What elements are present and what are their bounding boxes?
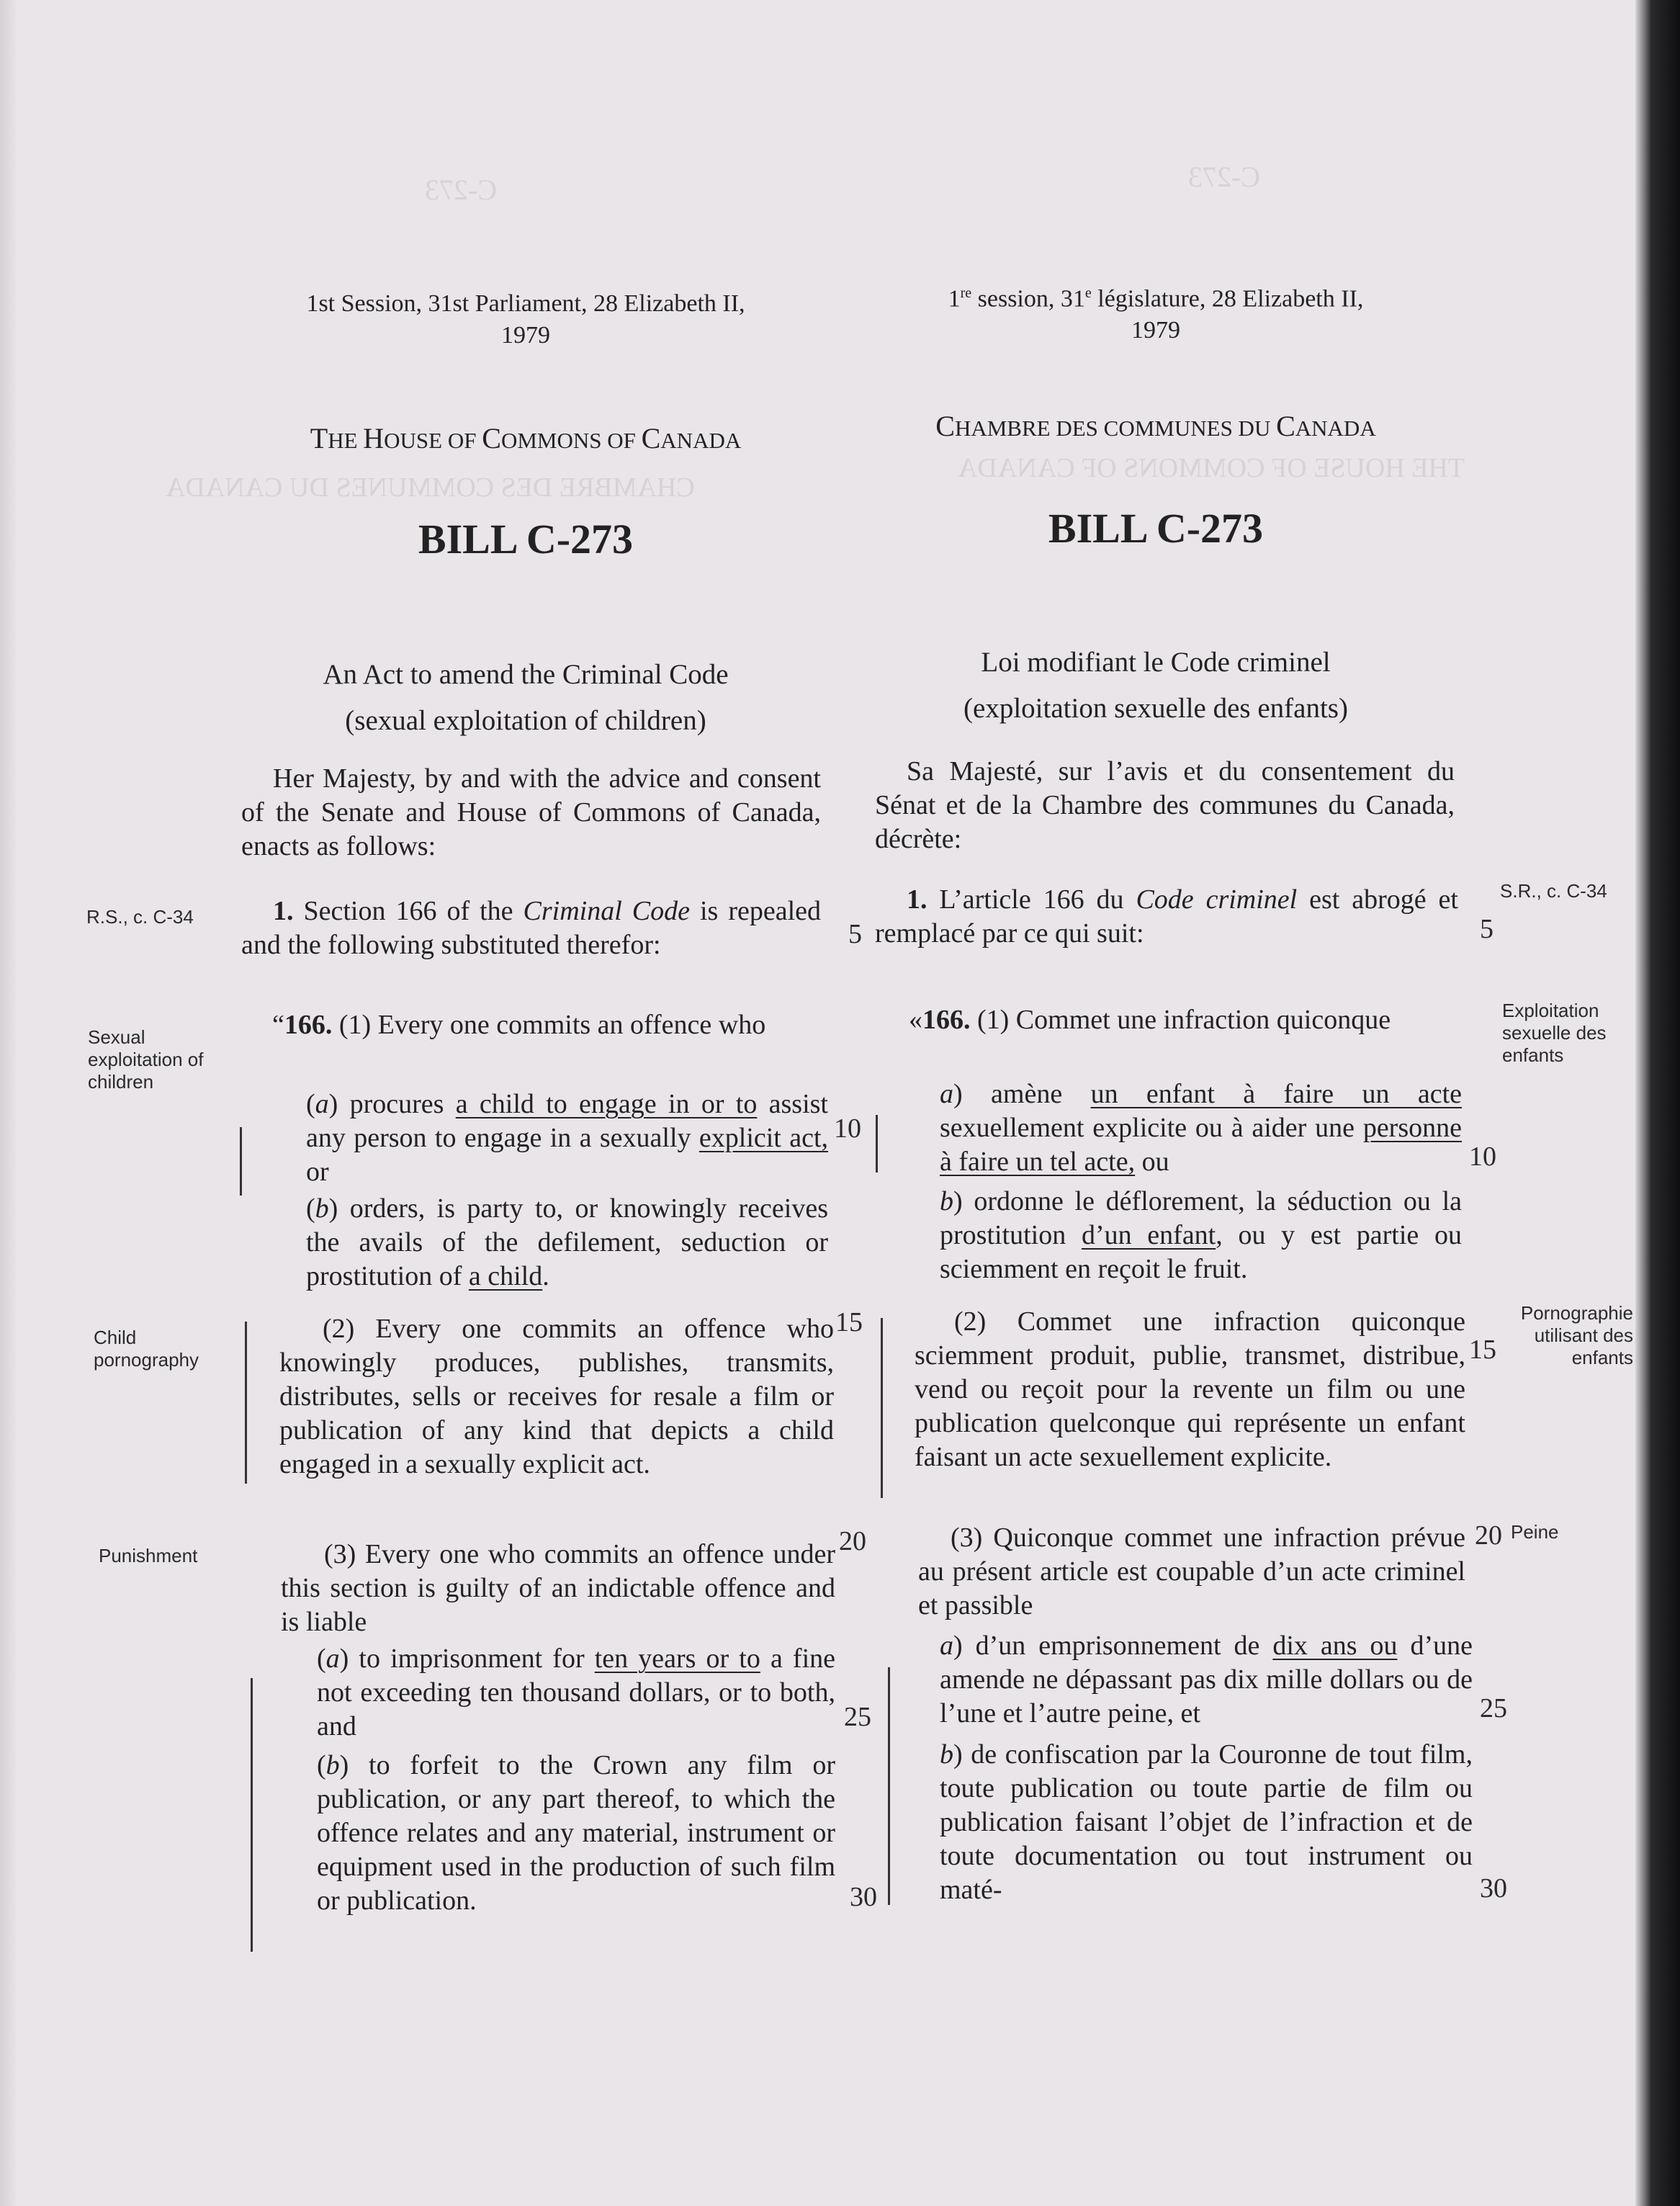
session-year: 1979 (501, 322, 550, 349)
paragraph-b-fr: b) ordonne le déflorement, la séduction ou la prostitution d’un enfant, ou y est partie ou sciemment en reçoit le fruit. (940, 1186, 1462, 1284)
punishment-b-en: (b) to forfeit to the Crown any film or publication, or any part thereof, to which the offence relates and any material, instrument or equipment used in the production of such film or publication. (317, 1750, 835, 1916)
enacting-clause-en: Her Majesty, by and with the advice and consent of the Senate and House of Commons of Canada, enacts as follows: (241, 763, 821, 861)
margin-note-sexual-exploitation: Sexual exploitation of children (88, 1026, 204, 1093)
bleed-through-text: C-273 (1188, 161, 1260, 193)
act-title-line: Loi modifiant le Code criminel (981, 647, 1331, 678)
session-heading-en (238, 288, 814, 351)
paragraph-a-en: (a) procures a child to engage in or to assist any person to engage in a sexually explicit act, or (306, 1089, 828, 1187)
session-year: 1979 (1131, 317, 1180, 344)
session-heading-fr (868, 277, 1444, 346)
paragraph-a-fr: a) amène un enfant à faire un acte sexuellement explicite ou à aider une personne à faire un tel acte, ou (940, 1079, 1462, 1177)
section-166-1-en: “166. (1) Every one commits an offence who (272, 1010, 766, 1040)
page-edge (1635, 0, 1680, 2206)
line-number-30-fr: 30 (1480, 1873, 1507, 1904)
line-number-15-en: 15 (835, 1307, 863, 1337)
bleed-through-text: C-273 (425, 174, 497, 206)
margin-note-exploitation: Exploitation sexuelle des enfants (1502, 1000, 1607, 1066)
margin-note-sr: S.R., c. C-34 (1500, 880, 1607, 902)
bleed-through-text: THE HOUSE OF COMMONS OF CANADA (958, 453, 1465, 483)
act-title-subline: (sexual exploitation of children) (345, 705, 706, 736)
section-166-2-en: (2) Every one commits an offence who knowingly produces, publishes, transmits, distributes, sells or receives for resale a film or publication of any kind that depicts a child engaged in a sexually explicit act. (279, 1314, 834, 1479)
line-number-15-fr: 15 (1469, 1335, 1496, 1365)
margin-note-pornographie: Pornographie utilisant des enfants (1520, 1302, 1633, 1368)
act-title-en (238, 652, 814, 744)
act-title-line: An Act to amend the Criminal Code (323, 659, 729, 690)
punishment-a-en: (a) to imprisonment for ten years or to a fine not exceeding ten thousand dollars, or to both, and (317, 1644, 835, 1741)
bleed-through-text: CHAMBRE DES COMMUNES DU CANADA (166, 472, 695, 503)
line-number-20-fr: 20 (1475, 1520, 1502, 1551)
change-bar (876, 1115, 878, 1173)
bill-title-en: BILL C-273 (418, 516, 634, 562)
line-number-25-en: 25 (844, 1702, 871, 1732)
change-bar (245, 1322, 247, 1484)
change-bar (881, 1318, 883, 1498)
line-number-10-fr: 10 (1469, 1142, 1496, 1172)
section-166-3-fr: (3) Quiconque commet une infraction prévue au présent article est coupable d’un acte criminel et passible (918, 1523, 1465, 1620)
punishment-b-fr: b) de confiscation par la Couronne de tout film, toute publication ou toute partie de film ou publication faisant l’objet de l’infraction et de toute documentation ou tout instrument ou maté- (940, 1739, 1473, 1905)
line-number-30-en: 30 (850, 1882, 877, 1912)
line-number-25-fr: 25 (1480, 1693, 1507, 1723)
line-number-10-en: 10 (834, 1113, 861, 1144)
margin-note-punishment: Punishment (99, 1545, 198, 1566)
line-number-5-fr: 5 (1480, 914, 1493, 944)
act-title-subline: (exploitation sexuelle des enfants) (963, 693, 1348, 724)
margin-note-rs: R.S., c. C-34 (86, 906, 194, 928)
house-title-fr: CHAMBRE DES COMMUNES DU CANADA (935, 410, 1376, 442)
session-line: 1re session, 31e législature, 28 Elizabeth II, (948, 285, 1364, 313)
enacting-clause-fr: Sa Majesté, sur l’avis et du consentement du Sénat et de la Chambre des communes du Canada, décrète: (875, 756, 1455, 854)
section-166-3-en: (3) Every one who commits an offence under this section is guilty of an indictable offence and is liable (281, 1539, 835, 1637)
section-1-en: 1. Section 166 of the Criminal Code is repealed and the following substituted therefor: (241, 896, 821, 960)
section-1-fr: 1. L’article 166 du Code criminel est abrogé et remplacé par ce qui suit: (875, 884, 1458, 949)
house-title-en: THE HOUSE OF COMMONS OF CANADA (310, 422, 742, 454)
margin-note-child-pornography: Child pornography (94, 1327, 199, 1371)
line-number-20-en: 20 (839, 1526, 866, 1556)
line-number-5-en: 5 (848, 919, 862, 949)
page-gutter-shadow (0, 0, 17, 2206)
section-166-2-fr: (2) Commet une infraction quiconque sciemment produit, publie, transmet, distribue, vend ou reçoit pour la revente un film ou une publication quelconque qui représente un enfant faisant un acte sexuellement explicite. (915, 1306, 1465, 1472)
act-title-fr (868, 640, 1444, 732)
session-line: 1st Session, 31st Parliament, 28 Elizabeth II, (306, 290, 745, 317)
bill-title-fr: BILL C-273 (1048, 505, 1264, 552)
change-bar (240, 1127, 242, 1196)
change-bar (888, 1667, 890, 1905)
punishment-a-fr: a) d’un emprisonnement de dix ans ou d’une amende ne dépassant pas dix mille dollars ou de l’une et l’autre peine, et (940, 1631, 1473, 1729)
margin-note-peine: Peine (1511, 1521, 1559, 1543)
paragraph-b-en: (b) orders, is party to, or knowingly receives the avails of the defilement, seduction or prostitution of a child. (306, 1193, 828, 1291)
change-bar (251, 1678, 253, 1952)
section-166-1-fr: «166. (1) Commet une infraction quiconque (909, 1005, 1391, 1035)
